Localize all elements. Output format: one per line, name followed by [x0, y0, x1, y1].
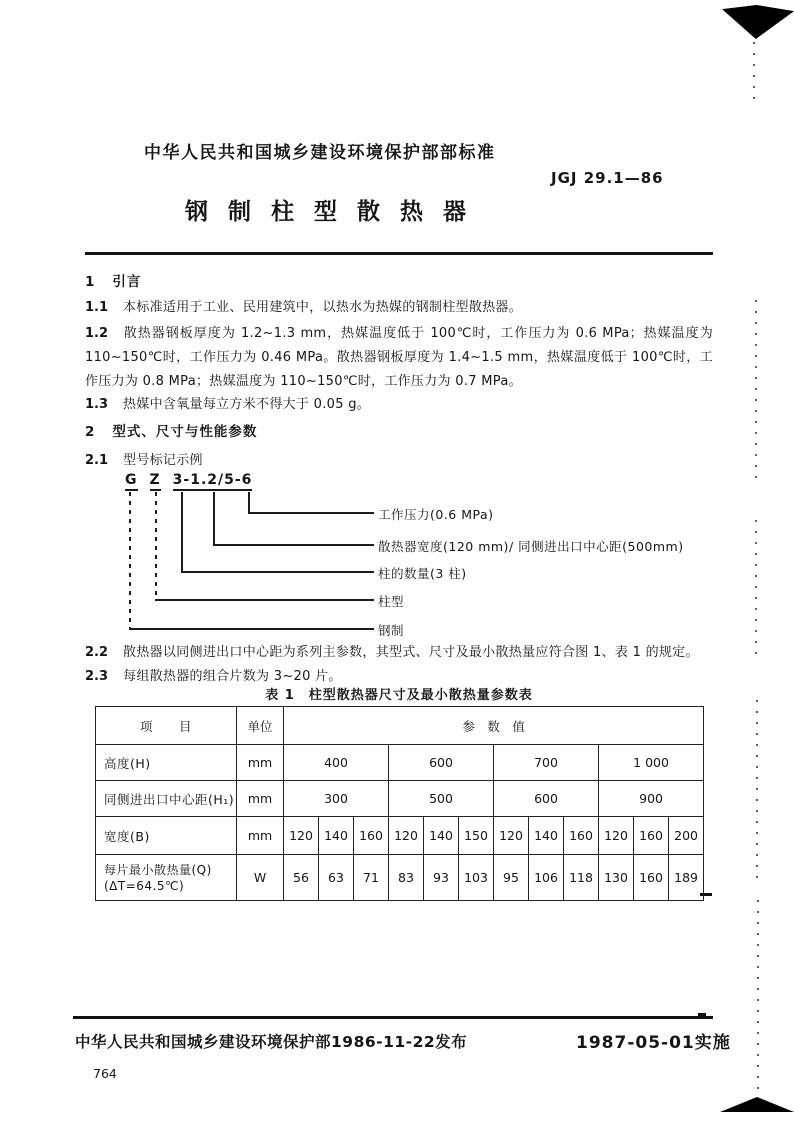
- standard-org-label: 中华人民共和国城乡建设环境保护部部标准: [144, 143, 496, 163]
- param-cell: 83: [389, 855, 424, 901]
- section-2-heading: [85, 420, 257, 440]
- param-cell: 120: [284, 817, 319, 855]
- scan-dots-artifact: [755, 520, 757, 660]
- clause-2-1: [85, 449, 713, 473]
- param-cell: 120: [494, 817, 529, 855]
- scan-dots-artifact: [753, 42, 755, 102]
- param-cell: 300: [284, 781, 389, 817]
- param-cell: 900: [599, 781, 704, 817]
- param-cell: 160: [634, 817, 669, 855]
- section-number: 2: [85, 424, 95, 440]
- footer-issue-text: 中华人民共和国城乡建设环境保护部1986-11-22发布: [75, 1033, 468, 1051]
- section-title: 引言: [112, 274, 142, 290]
- param-cell: 160: [354, 817, 389, 855]
- callout-column-type: 柱型: [378, 594, 405, 609]
- clause-1-2: [85, 322, 713, 394]
- scan-corner-wedge-artifact: [722, 5, 794, 39]
- model-token-g: G: [125, 472, 138, 491]
- param-cell: 1 000: [599, 745, 704, 781]
- clause-number: 1.1: [85, 300, 109, 315]
- clause-1-1: [85, 296, 713, 320]
- clause-number: 2.2: [85, 645, 109, 660]
- param-cell: 160: [564, 817, 599, 855]
- leader-hline-type: [155, 599, 374, 601]
- param-cell: 600: [494, 781, 599, 817]
- footer-effective-date: 1987-05-01实施: [576, 1033, 731, 1053]
- table-header-row: [96, 707, 704, 745]
- table-1-title: 表 1 柱型散热器尺寸及最小散热量参数表: [265, 688, 533, 703]
- section-1-heading: [85, 270, 141, 290]
- leader-hline-material: [129, 628, 374, 630]
- clause-text: 热媒中含氧量每立方米不得大于 0.05 g。: [123, 397, 371, 412]
- document-title: 钢制柱型散热器: [185, 199, 486, 225]
- clause-text: 散热器钢板厚度为 1.2~1.3 mm，热媒温度低于 100℃时，工作压力为 0.6 MPa；热媒温度为 110~150℃时，工作压力为 0.46 MPa。散热器钢板厚度为 1.4~1.5 mm，热媒温度低于 100℃时，工作压力为 0.8 MPa；热媒温度为 110~150℃时，工作压力为 0.7 MPa。: [85, 326, 714, 389]
- clause-number: 2.1: [85, 453, 109, 468]
- param-cell: 140: [319, 817, 354, 855]
- leader-hline-columns: [181, 571, 374, 573]
- clause-number: 2.3: [85, 669, 109, 684]
- model-code: [125, 472, 252, 488]
- table-row-width: [96, 817, 704, 855]
- table-row-label: 同侧进出口中心距(H₁): [96, 781, 237, 817]
- param-cell: 150: [459, 817, 494, 855]
- clause-text: 散热器以同侧进出口中心距为系列主参数，其型式、尺寸及最小散热量应符合图 1、表 1 的规定。: [123, 645, 699, 660]
- param-cell: 118: [564, 855, 599, 901]
- scan-dots-artifact: [756, 700, 758, 880]
- param-cell: 106: [529, 855, 564, 901]
- section-title: 型式、尺寸与性能参数: [112, 424, 258, 440]
- param-cell: 200: [669, 817, 704, 855]
- heat-output-label-line2: (ΔT=64.5℃): [104, 878, 185, 893]
- param-cell: 189: [669, 855, 704, 901]
- table-1: [95, 706, 704, 901]
- table-row-label: [96, 855, 237, 901]
- unit-cell: mm: [237, 817, 284, 855]
- clause-text: 每组散热器的组合片数为 3~20 片。: [123, 669, 342, 684]
- param-cell: 140: [424, 817, 459, 855]
- table-header-unit: 单位: [237, 707, 284, 745]
- section-number: 1: [85, 274, 95, 290]
- leader-line-pressure: [248, 492, 250, 513]
- param-cell: 93: [424, 855, 459, 901]
- unit-cell: mm: [237, 781, 284, 817]
- table-header-value: 参 数 值: [284, 707, 704, 745]
- leader-line-g: [129, 492, 131, 629]
- leader-line-z: [155, 492, 157, 600]
- param-cell: 103: [459, 855, 494, 901]
- param-cell: 56: [284, 855, 319, 901]
- clause-number: 1.3: [85, 397, 109, 412]
- callout-width-center-distance: 散热器宽度(120 mm)/ 同侧进出口中心距(500mm): [378, 539, 684, 554]
- standard-code: JGJ 29.1—86: [551, 169, 664, 187]
- clause-2-2: [85, 641, 713, 665]
- scan-dots-artifact: [755, 300, 757, 480]
- page-number: 764: [93, 1066, 117, 1081]
- table-row-heat-output: [96, 855, 704, 901]
- param-cell: 700: [494, 745, 599, 781]
- param-cell: 120: [599, 817, 634, 855]
- table-header-item: 项 目: [96, 707, 237, 745]
- clause-text: 型号标记示例: [123, 453, 203, 468]
- leader-hline-pressure: [248, 512, 374, 514]
- callout-working-pressure: 工作压力(0.6 MPa): [378, 507, 494, 522]
- model-token-z: Z: [150, 472, 161, 491]
- param-cell: 120: [389, 817, 424, 855]
- param-cell: 63: [319, 855, 354, 901]
- clause-number: 1.2: [85, 326, 109, 341]
- clause-text: 本标准适用于工业、民用建筑中，以热水为热媒的钢制柱型散热器。: [123, 300, 523, 315]
- clause-1-3: [85, 393, 713, 417]
- table-row-label: 宽度(B): [96, 817, 237, 855]
- param-cell: 400: [284, 745, 389, 781]
- callout-steel-made: 钢制: [378, 623, 405, 638]
- param-cell: 71: [354, 855, 389, 901]
- unit-cell: mm: [237, 745, 284, 781]
- model-token-spec: 3-1.2/5-6: [173, 472, 253, 491]
- leader-hline-width: [213, 544, 374, 546]
- param-cell: 140: [529, 817, 564, 855]
- param-cell: 500: [389, 781, 494, 817]
- scan-dots-artifact: [757, 900, 759, 1095]
- footer-divider: [73, 1016, 713, 1019]
- param-cell: 600: [389, 745, 494, 781]
- table-row-center-distance: [96, 781, 704, 817]
- leader-line-width: [213, 492, 215, 545]
- param-cell: 130: [599, 855, 634, 901]
- leader-line-columns: [181, 492, 183, 572]
- param-cell: 95: [494, 855, 529, 901]
- table-row-label: 高度(H): [96, 745, 237, 781]
- title-divider: [85, 252, 713, 255]
- param-cell: 160: [634, 855, 669, 901]
- unit-cell: W: [237, 855, 284, 901]
- scan-bottom-triangle-artifact: [720, 1097, 794, 1112]
- heat-output-label-line1: 每片最小散热量(Q): [104, 862, 212, 877]
- table-row-height: [96, 745, 704, 781]
- callout-column-count: 柱的数量(3 柱): [378, 566, 467, 581]
